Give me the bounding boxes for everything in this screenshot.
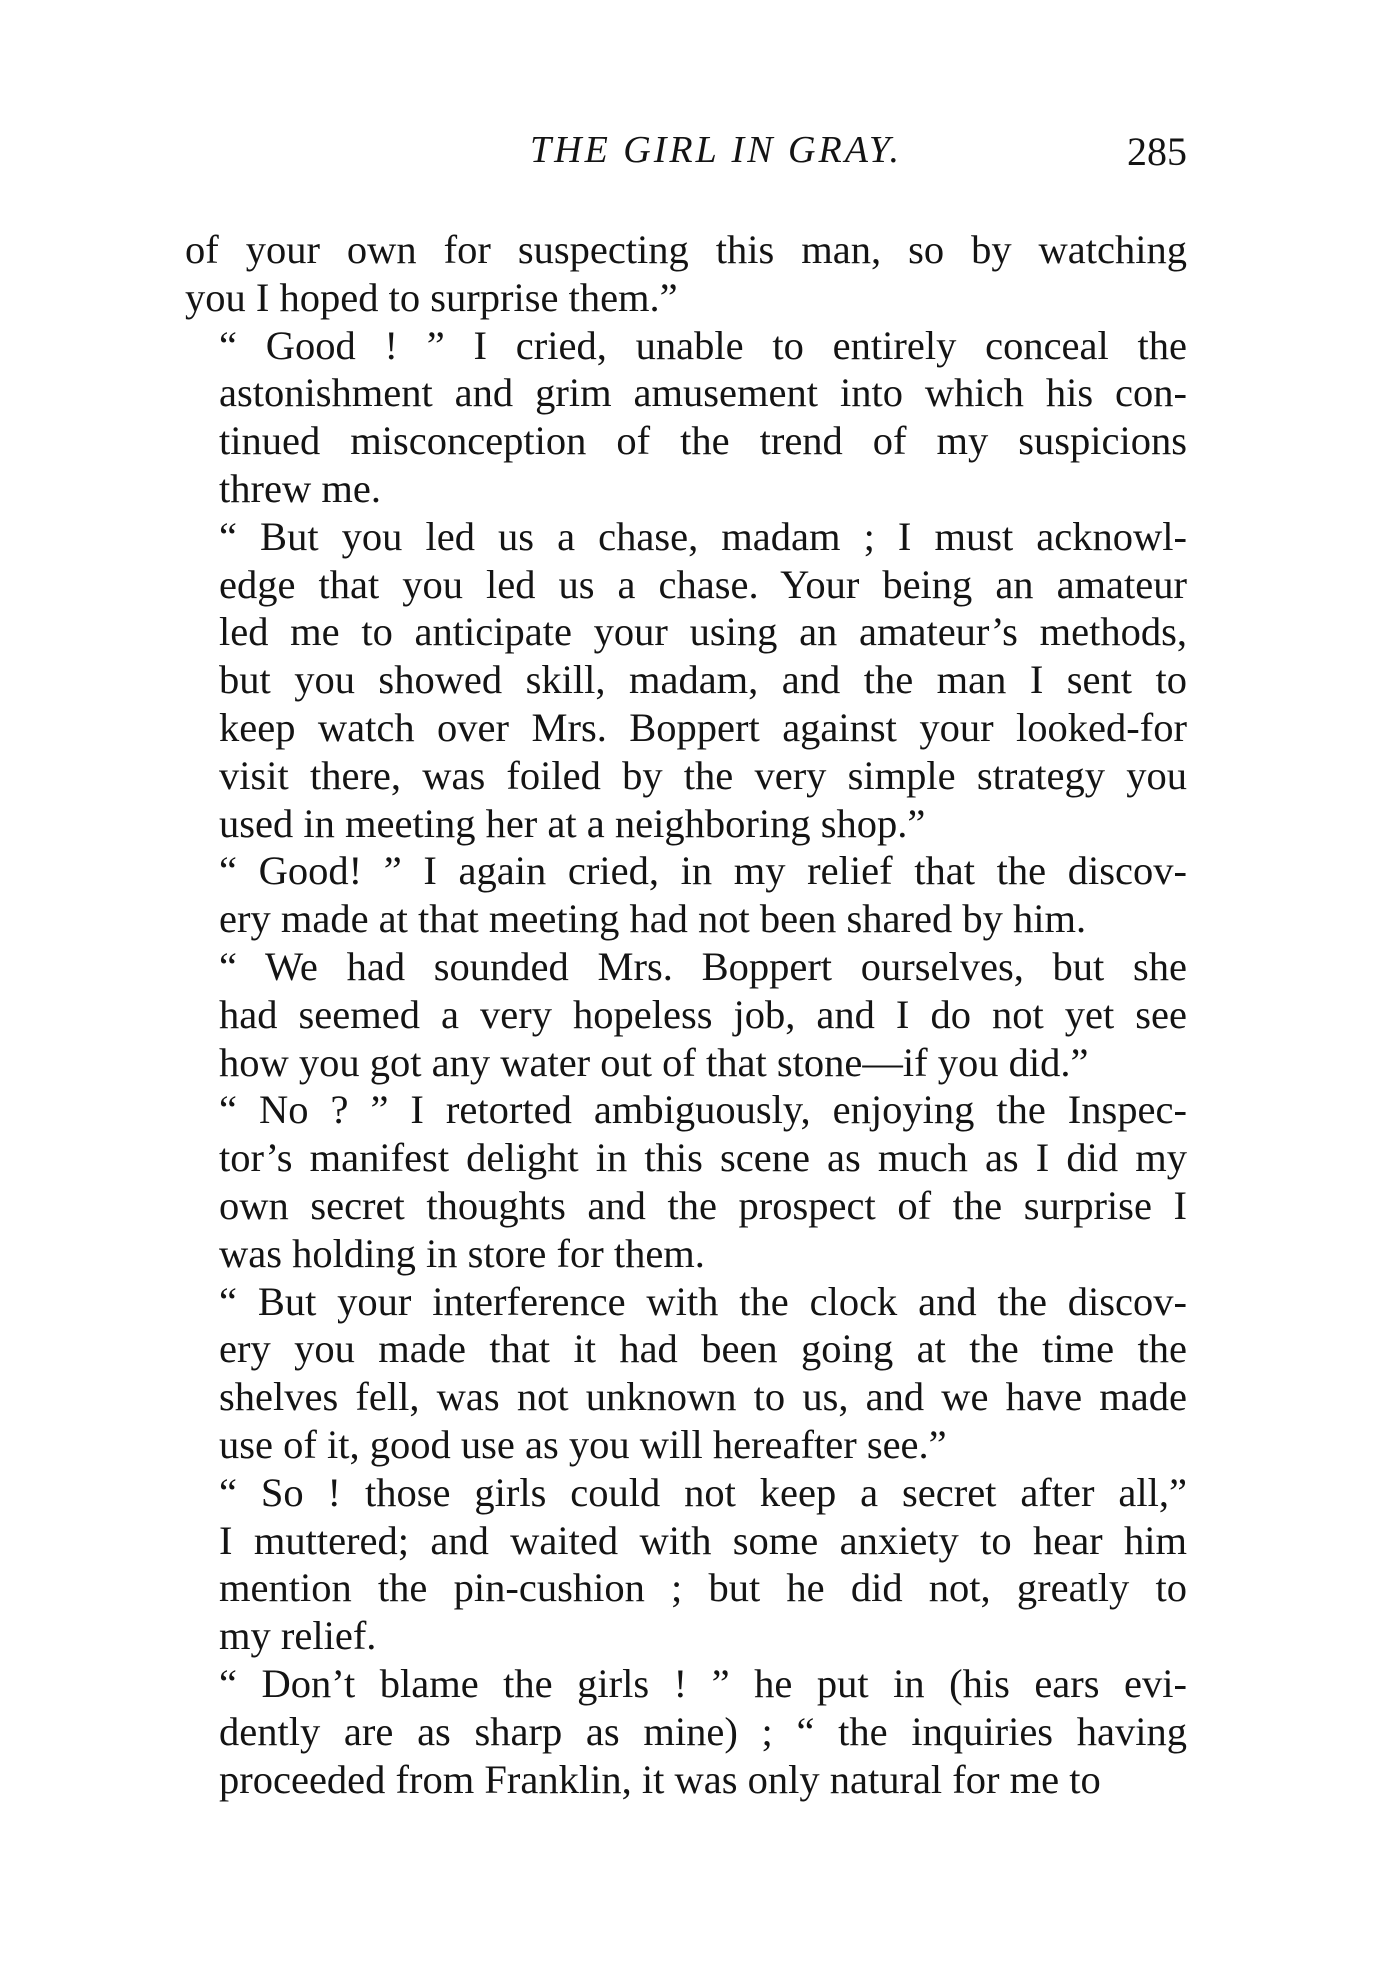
- paragraph: [185, 322, 1187, 513]
- paragraph: [185, 847, 1187, 943]
- paragraph: [185, 1469, 1187, 1660]
- text-line: “ Don’t blame the girls ! ” he put in (his ears evi-: [219, 1660, 1187, 1706]
- text-line: “ No ? ” I retorted ambiguously, enjoying the Inspec-: [219, 1087, 1187, 1133]
- text-line: “ Good ! ” I cried, unable to entirely conceal the: [219, 322, 1187, 368]
- text-line: “ But your interference with the clock and the discov-: [219, 1278, 1187, 1324]
- text-line: dently are as sharp as mine) ; “ the inquiries having: [219, 1708, 1187, 1754]
- paragraph: [185, 943, 1187, 1086]
- text-line: how you got any water out of that stone—if you did.”: [219, 1039, 1089, 1085]
- paragraph: [185, 1086, 1187, 1277]
- text-line: of your own for suspecting this man, so by watching: [185, 227, 1187, 272]
- text-line: mention the pin-cushion ; but he did not, greatly to: [219, 1565, 1187, 1611]
- text-line: astonishment and grim amusement into which his con-: [219, 370, 1187, 416]
- text-line: ery you made that it had been going at the time the: [219, 1326, 1187, 1372]
- text-line: tor’s manifest delight in this scene as much as I did my: [219, 1135, 1187, 1181]
- text-line: ery made at that meeting had not been shared by him.: [219, 896, 1087, 942]
- page-number: 285: [1127, 129, 1187, 174]
- text-line: led me to anticipate your using an amateur’s methods,: [219, 609, 1187, 655]
- text-line: keep watch over Mrs. Boppert against your looked-for: [219, 704, 1187, 750]
- text-line: own secret thoughts and the prospect of the surprise I: [219, 1182, 1187, 1228]
- text-line: you I hoped to surprise them.”: [185, 274, 678, 320]
- page-header: [185, 128, 1187, 188]
- text-line: tinued misconception of the trend of my suspicions: [219, 418, 1187, 464]
- paragraph: [185, 513, 1187, 848]
- text-line: I muttered; and waited with some anxiety to hear him: [219, 1517, 1187, 1563]
- text-line: my relief.: [219, 1613, 377, 1659]
- text-line: proceeded from Franklin, it was only natural for me to: [219, 1756, 1101, 1802]
- text-line: shelves fell, was not unknown to us, and we have made: [219, 1374, 1187, 1420]
- paragraph: [185, 1278, 1187, 1469]
- body-text: [185, 226, 1187, 1803]
- paragraph: [185, 226, 1187, 322]
- text-line: “ We had sounded Mrs. Boppert ourselves, but she: [219, 943, 1187, 989]
- text-line: “ But you led us a chase, madam ; I must acknowl-: [219, 513, 1187, 559]
- running-title: THE GIRL IN GRAY.: [530, 129, 902, 171]
- text-line: use of it, good use as you will hereafter see.”: [219, 1421, 947, 1467]
- text-line: visit there, was foiled by the very simple strategy you: [219, 752, 1187, 798]
- paragraph: [185, 1660, 1187, 1803]
- text-line: was holding in store for them.: [219, 1230, 705, 1276]
- text-line: had seemed a very hopeless job, and I do not yet see: [219, 991, 1187, 1037]
- text-line: used in meeting her at a neighboring shop.”: [219, 800, 926, 846]
- text-line: “ Good! ” I again cried, in my relief that the discov-: [219, 848, 1187, 894]
- text-line: threw me.: [219, 465, 381, 511]
- text-line: “ So ! those girls could not keep a secret after all,”: [219, 1469, 1187, 1515]
- text-line: but you showed skill, madam, and the man I sent to: [219, 657, 1187, 703]
- text-line: edge that you led us a chase. Your being an amateur: [219, 561, 1187, 607]
